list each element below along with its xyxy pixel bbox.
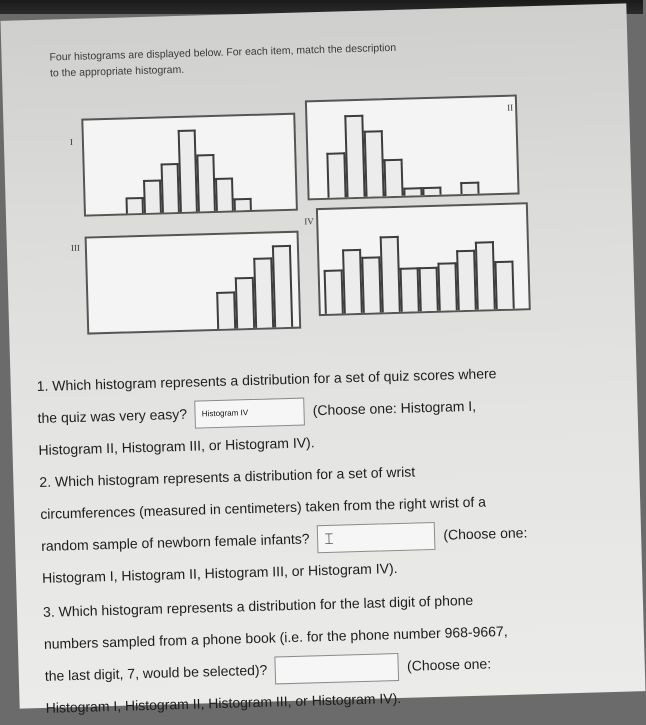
question-2-line-2: circumferences (measured in centimeters) taken from the right wrist of a	[40, 482, 621, 530]
histogram-bar	[253, 257, 274, 328]
question-1-line-1: 1. Which histogram represents a distribution for a set of quiz scores where	[36, 354, 617, 402]
histogram-bar	[364, 130, 385, 197]
question-1-line-3: Histogram II, Histogram III, or Histogram IV).	[38, 418, 619, 466]
histogram-bar	[422, 187, 441, 196]
histogram-bar	[196, 154, 216, 211]
worksheet-photo	[1, 3, 646, 708]
instructions	[49, 35, 570, 82]
histogram-bar	[272, 245, 293, 327]
question-2-line-4: Histogram I, Histogram II, Histogram III, or Histogram IV).	[42, 546, 623, 594]
histogram-bar	[460, 182, 479, 195]
text-cursor-icon: ⌶	[324, 530, 334, 548]
histogram-bar	[403, 187, 422, 196]
question-2-prompt: random sample of newborn female infants?	[41, 530, 310, 553]
instructions-line-2: to the appropriate histogram.	[50, 51, 570, 82]
histogram-bar	[437, 262, 457, 311]
question-3-line-2: numbers sampled from a phone book (i.e. for the phone number 968-9667,	[43, 612, 624, 660]
histogram-3-bars	[87, 233, 300, 333]
instructions-line-1: Four histograms are displayed below. For each item, match the description	[49, 35, 569, 66]
question-3-prompt: the last digit, 7, would be selected)?	[45, 662, 268, 684]
question-1	[36, 354, 618, 466]
histogram-bar	[380, 236, 401, 313]
histogram-bar	[419, 267, 439, 312]
histogram-bar	[324, 269, 344, 314]
histogram-4-label: IV	[304, 216, 314, 226]
question-2-choices-start: (Choose one:	[443, 524, 527, 542]
histogram-1	[81, 113, 298, 217]
question-2-line-1: 2. Which histogram represents a distribution for a set of wrist	[39, 450, 620, 498]
answer-2-input[interactable]	[317, 522, 436, 553]
question-3-choices-start: (Choose one:	[407, 655, 491, 673]
question-3-line-1: 3. Which histogram represents a distribution for the last digit of phone	[43, 580, 624, 628]
histogram-bar	[234, 198, 252, 210]
histogram-bar	[125, 197, 143, 213]
histogram-1-bars	[83, 115, 296, 215]
histogram-bar	[215, 177, 234, 210]
histogram-bar	[216, 291, 236, 329]
histogram-3-label: III	[71, 243, 80, 253]
answer-1-input[interactable]: Histogram IV	[195, 398, 306, 429]
histogram-4	[316, 202, 531, 316]
histogram-bar	[344, 115, 365, 197]
histogram-bar	[400, 267, 420, 312]
histogram-bar	[456, 250, 477, 311]
histogram-bar	[342, 249, 363, 314]
histogram-bar	[361, 256, 382, 313]
answer-3-input[interactable]	[275, 653, 400, 684]
histogram-bar	[326, 152, 346, 198]
histogram-bar	[178, 129, 198, 211]
histogram-bar	[384, 159, 404, 197]
histogram-2-bars	[307, 97, 518, 199]
histogram-bar	[161, 163, 180, 212]
question-3-line-4: Histogram I, Histogram II, Histogram III, or Histogram IV).	[45, 676, 626, 724]
question-3	[43, 580, 626, 724]
histogram-bar	[235, 277, 255, 329]
question-1-prompt: the quiz was very easy?	[37, 406, 187, 426]
question-1-choices-start: (Choose one: Histogram I,	[312, 398, 476, 419]
histogram-bar	[494, 261, 514, 310]
histogram-2	[305, 94, 520, 200]
question-2	[39, 450, 622, 594]
histogram-bar	[475, 241, 496, 310]
histogram-1-label: I	[70, 137, 73, 147]
histogram-bar	[143, 179, 162, 212]
histogram-4-bars	[318, 204, 529, 314]
histogram-3	[85, 231, 302, 335]
histogram-2-label: II	[507, 103, 513, 113]
